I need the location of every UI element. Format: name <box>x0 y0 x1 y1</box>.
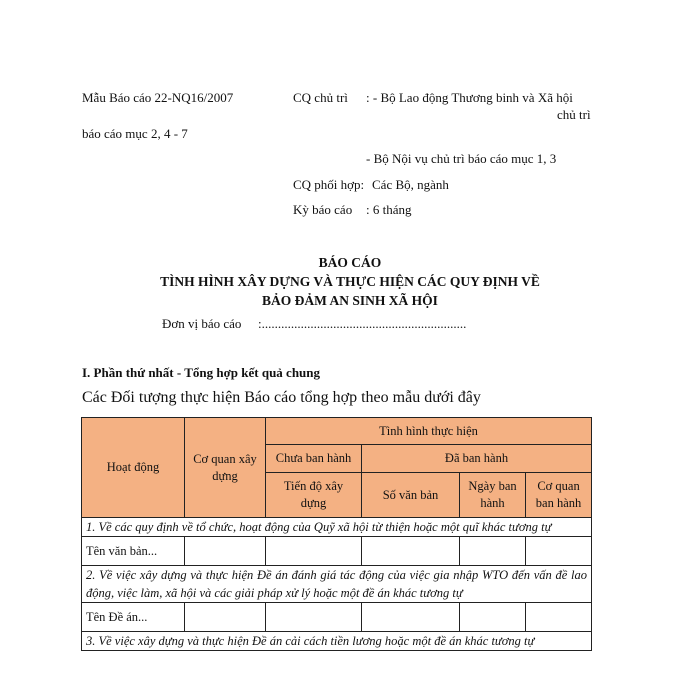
reporting-unit-value: :............................................................... <box>258 316 467 331</box>
table-cell <box>362 603 460 632</box>
section-row-2: 2. Về việc xây dựng và thực hiện Đề án đánh giá tác động của việc gia nhập WTO đến vấn đề lao động, việc làm, xã hội và các giải pháp xử lý hoặc một đề án khác tương tự <box>82 566 592 603</box>
report-title <box>0 253 700 310</box>
report-period-value: : 6 tháng <box>366 202 412 217</box>
section-row-3: 3. Về việc xây dựng và thực hiện Đề án cải cách tiền lương hoặc một đề án khác tương tự <box>82 632 592 651</box>
table-cell <box>526 537 592 566</box>
report-table <box>81 417 592 651</box>
section-subheading: Các Đối tượng thực hiện Báo cáo tổng hợp theo mẫu dưới đây <box>82 389 481 406</box>
coop-agency-value: Các Bộ, ngành <box>372 177 449 192</box>
header-activity: Hoạt động <box>82 418 185 518</box>
table-row-label-2: Tên Đề án... <box>82 603 185 632</box>
header-agency: Cơ quan xây dựng <box>185 418 266 518</box>
header-issuing-agency: Cơ quan ban hành <box>526 473 592 518</box>
table-row-label-1: Tên văn bản... <box>82 537 185 566</box>
lead-agency-value-1: : - Bộ Lao động Thương binh và Xã hội <box>366 90 573 105</box>
lead-agency-label: CQ chủ trì <box>293 90 348 105</box>
table-cell <box>185 537 266 566</box>
report-items-line: báo cáo mục 2, 4 - 7 <box>82 126 188 141</box>
lead-agency-value-1-cont: chủ trì <box>557 107 591 122</box>
header-issued: Đã ban hành <box>362 445 592 473</box>
table-cell <box>460 603 526 632</box>
table-cell <box>362 537 460 566</box>
report-title-line-3: BẢO ĐẢM AN SINH XÃ HỘI <box>262 293 438 308</box>
section-row-1: 1. Về các quy định về tổ chức, hoạt động của Quỹ xã hội từ thiện hoặc một quĩ khác tương tự <box>82 518 592 537</box>
header-status: Tình hình thực hiện <box>266 418 592 445</box>
section-heading: I. Phần thứ nhất - Tổng hợp kết quả chung <box>82 365 321 380</box>
header-issue-date: Ngày ban hành <box>460 473 526 518</box>
lead-agency-value-2: - Bộ Nội vụ chủ trì báo cáo mục 1, 3 <box>366 151 557 166</box>
report-title-line-1: BÁO CÁO <box>318 255 382 270</box>
table-cell <box>460 537 526 566</box>
reporting-unit-label: Đơn vị báo cáo <box>162 316 242 331</box>
coop-agency-label: CQ phối hợp: <box>293 177 365 192</box>
table-cell <box>185 603 266 632</box>
table-cell <box>266 603 362 632</box>
header-progress: Tiến độ xây dựng <box>266 473 362 518</box>
table-cell <box>526 603 592 632</box>
report-period-label: Kỳ báo cáo <box>293 202 353 217</box>
header-not-issued: Chưa ban hành <box>266 445 362 473</box>
header-doc-no: Số văn bản <box>362 473 460 518</box>
table-cell <box>266 537 362 566</box>
report-title-line-2: TÌNH HÌNH XÂY DỰNG VÀ THỰC HIỆN CÁC QUY ĐỊNH VỀ <box>160 274 540 289</box>
form-code: Mẫu Báo cáo 22-NQ16/2007 <box>82 90 234 105</box>
